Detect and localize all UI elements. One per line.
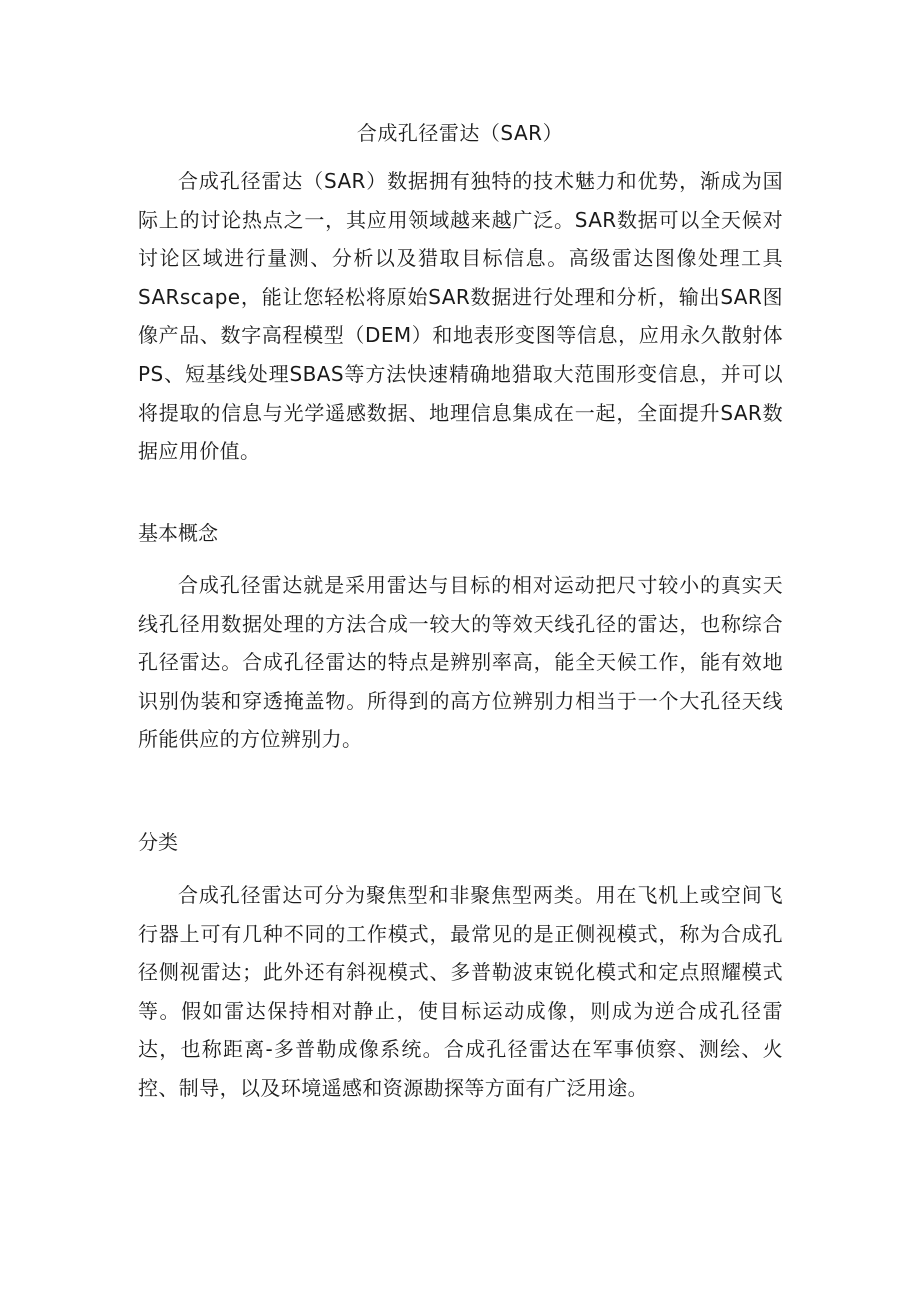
section-paragraph-basic-concept: 合成孔径雷达就是采用雷达与目标的相对运动把尺寸较小的真实天线孔径用数据处理的方法合成一较大的等效天线孔径的雷达，也称综合孔径雷达。合成孔径雷达的特点是辨别率高，能全天候工作，能有效地识别伪装和穿透掩盖物。所得到的高方位辨别力相当于一个大孔径天线所能供应的方位辨别力。 (138, 573, 783, 752)
section-heading-basic-concept: 基本概念 (138, 521, 218, 545)
section-paragraph-classification: 合成孔径雷达可分为聚焦型和非聚焦型两类。用在飞机上或空间飞行器上可有几种不同的工作模式，最常见的是正侧视模式，称为合成孔径侧视雷达；此外还有斜视模式、多普勒波束锐化模式和定点照耀模式等。假如雷达保持相对静止，使目标运动成像，则成为逆合成孔径雷达，也称距离-多普勒成像系统。合成孔径雷达在军事侦察、测绘、火控、制导，以及环境遥感和资源勘探等方面有广泛用途。 (138, 883, 783, 1100)
section-heading-classification: 分类 (138, 830, 178, 854)
intro-paragraph: 合成孔径雷达（SAR）数据拥有独特的技术魅力和优势，渐成为国际上的讨论热点之一，其应用领域越来越广泛。SAR数据可以全天候对讨论区域进行量测、分析以及猎取目标信息。高级雷达图像处理工具SARscape，能让您轻松将原始SAR数据进行处理和分析，输出SAR图像产品、数字高程模型（DEM）和地表形变图等信息，应用永久散射体PS、短基线处理SBAS等方法快速精确地猎取大范围形变信息，并可以将提取的信息与光学遥感数据、地理信息集成在一起，全面提升SAR数据应用价值。 (138, 169, 783, 464)
document-title: 合成孔径雷达（SAR） (356, 121, 564, 145)
